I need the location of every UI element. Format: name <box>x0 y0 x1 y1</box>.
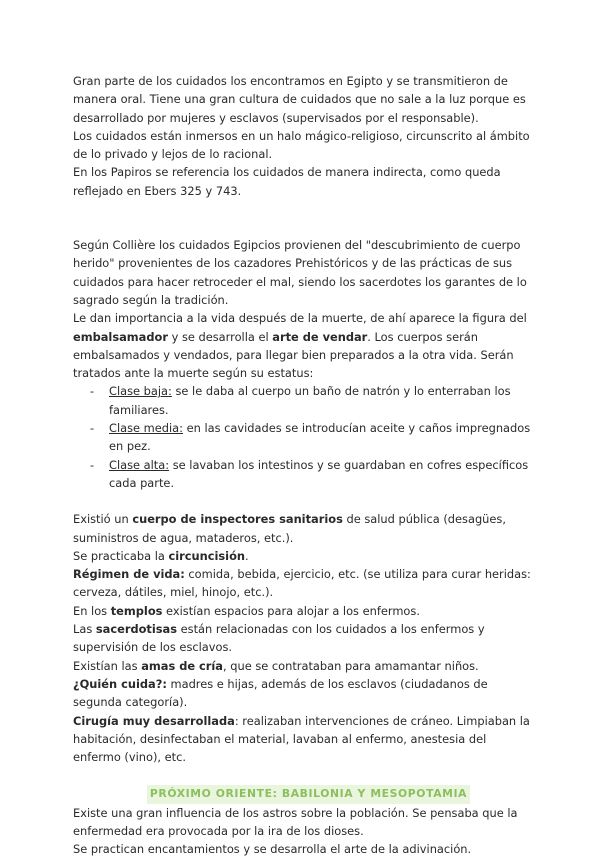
list-item-label: Clase baja: <box>109 384 172 399</box>
paragraph-priestesses: Las sacerdotisas están relacionadas con los cuidados a los enfermos y supervisión de los esclavos. <box>73 622 485 655</box>
term-regimen-de-vida: Régimen de vida: <box>73 567 185 582</box>
term-templos: templos <box>110 603 163 618</box>
term-embalsamador: embalsamador <box>73 329 168 344</box>
term-amas-de-cria: amas de cría <box>141 658 223 673</box>
section-heading-wrap <box>73 784 532 803</box>
paragraph-papyrus: En los Papiros se referencia los cuidados de manera indirecta, como queda reflejado en Ebers 325 y 743. <box>73 165 501 198</box>
paragraph-astros: Existe una gran influencia de los astros sobre la población. Se pensaba que la enfermedad era provocada por la ira de los dioses. <box>73 805 518 838</box>
paragraph-temples: En los templos existían espacios para alojar a los enfermos. <box>73 603 420 618</box>
term-inspectors: cuerpo de inspectores sanitarios <box>132 512 343 527</box>
paragraph-surgery: Cirugía muy desarrollada: realizaban intervenciones de cráneo. Limpiaban la habitación, desinfectaban el material, lavaban al enfermo, anestesia del enfermo (vino), etc. <box>73 713 530 765</box>
term-quien-cuida: ¿Quién cuida?: <box>73 676 167 691</box>
paragraph-life-regime: Régimen de vida: comida, bebida, ejercicio, etc. (se utiliza para curar heridas: cerveza, dátiles, miel, hinojo, etc.). <box>73 567 531 600</box>
term-circuncision: circuncisión <box>168 548 246 563</box>
term-cirugia: Cirugía muy desarrollada <box>73 713 235 728</box>
list-item-clase-media: - Clase media: en las cavidades se introducían aceite y caños impregnados en pez. <box>90 421 531 454</box>
paragraph-circumcision: Se practicaba la circuncisión. <box>73 548 249 563</box>
paragraph-divination: Se practican encantamientos y se desarrolla el arte de la adivinación. <box>73 842 472 857</box>
paragraph-who-cares: ¿Quién cuida?: madres e hijas, además de los esclavos (ciudadanos de segunda categoría). <box>73 676 488 710</box>
paragraph-magic-religious: Los cuidados están inmersos en un halo mágico-religioso, circunscrito al ámbito de lo privado y lejos de lo racional. <box>73 128 530 162</box>
status-class-list <box>73 382 532 492</box>
term-arte-de-vendar: arte de vendar <box>272 329 368 344</box>
list-item-label: Clase alta: <box>109 457 170 472</box>
list-item-clase-baja: - Clase baja: se le daba al cuerpo un baño de natrón y lo enterraban los familiares. <box>90 384 511 417</box>
section-heading-babilonia: PRÓXIMO ORIENTE: BABILONIA Y MESOPOTAMIA <box>147 785 470 803</box>
paragraph-egypt-oral: Gran parte de los cuidados los encontramos en Egipto y se transmitieron de manera oral. Tiene una gran cultura de cuidados que no sale a la luz porque es desarrollado por mujeres y esclavos (supervisados por el responsable). <box>73 74 526 125</box>
term-sacerdotisas: sacerdotisas <box>95 622 178 637</box>
paragraph-afterlife: Le dan importancia a la vida después de la muerte, de ahí aparece la figura del embalsamador y se desarrolla el arte de vendar. Los cuerpos serán embalsamados y vendados, para llegar bien preparados a la otra vida. Serán tratados ante la muerte según su estatus: <box>73 311 527 381</box>
paragraph-inspectors: Existió un cuerpo de inspectores sanitarios de salud pública (desagües, suministros de agua, mataderos, etc.). <box>73 512 506 545</box>
paragraph-colliere: Según Collière los cuidados Egipcios provienen del "descubrimiento de cuerpo herido" provenientes de los cazadores Prehistóricos y de las prácticas de sus cuidados para hacer retroceder el mal, siendo los sacerdotes los garantes de lo sagrado según la tradición. <box>73 238 527 307</box>
list-item-label: Clase media: <box>109 421 183 436</box>
paragraph-wet-nurses: Existían las amas de cría, que se contrataban para amamantar niños. <box>73 658 479 673</box>
list-item-clase-alta: - Clase alta: se lavaban los intestinos y se guardaban en cofres específicos cada parte. <box>90 457 529 490</box>
